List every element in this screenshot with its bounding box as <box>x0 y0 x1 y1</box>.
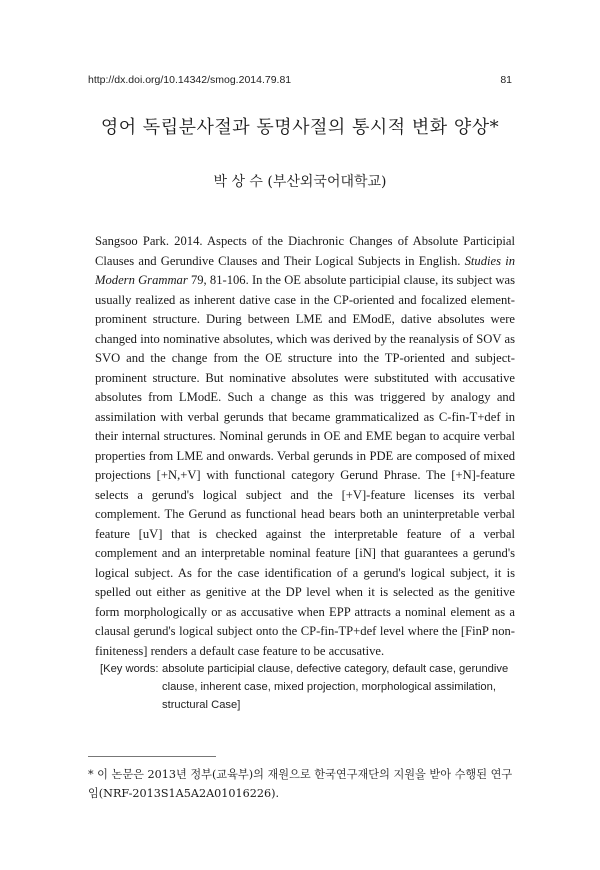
journal-name: Studies in Modern Grammar <box>95 253 515 287</box>
keywords-block <box>100 660 510 714</box>
doi-link[interactable]: http://dx.doi.org/10.14342/smog.2014.79.81 <box>88 74 292 86</box>
page-number: 81 <box>500 74 512 86</box>
keywords-text: absolute participial clause, defective category, default case, gerundive clause, inherent case, mixed projection, morphological assimilation, structural Case] <box>162 663 509 711</box>
keywords-label: [Key words: <box>100 663 159 675</box>
paper-title: 영어 독립분사절과 동명사절의 통시적 변화 양상* <box>100 117 500 138</box>
footnote: * 이 논문은 2013년 정부(교육부)의 재원으로 한국연구재단의 지원을 받아 수행된 연구임(NRF-2013S1A5A2A01016226). <box>88 768 513 800</box>
abstract-citation-end: 79, 81-106. <box>187 273 252 287</box>
footnote-divider <box>88 756 216 757</box>
abstract <box>95 232 515 661</box>
abstract-citation-start: Sangsoo Park. 2014. Aspects of the Diachronic Changes of Absolute Participial Clauses and Gerundive Clauses and Their Logical Subjects in English. <box>95 234 515 268</box>
author-line: 박 상 수 (부산외국어대학교) <box>213 174 387 190</box>
abstract-body: In the OE absolute participial clause, its subject was usually realized as inherent dative case in the CP-oriented and focalized element-prominent structure. During between LME and EModE, dative absolutes were changed into nominative absolutes, which was derived by the reanalysis of SOV as SVO and the change from the OE structure into the TP-oriented and subject-prominent structure. But nominative absolutes were substituted with accusative absolutes from LModE. Such a change as this was triggered by analogy and assimilation with verbal gerunds that became grammaticalized as C-fin-T+def in their internal structures. Nominal gerunds in OE and EME began to acquire verbal properties from LME and onwards. Verbal gerunds in PDE are composed of mixed projections [+N,+V] with functional category Gerund Phrase. The [+N]-feature selects a gerund's logical subject and the [+V]-feature licenses its verbal complement. The Gerund as functional head bears both an uninterpretable verbal feature [uV] that is checked against the interpretable feature of a verbal complement and an interpretable nominal feature [iN] that guarantees a gerund's logical subject. As for the case identification of a gerund's logical subject, it is spelled out either as genitive at the DP level when it is selected as the genitive form morphologically or as accusative when EPP attracts a nominal element as a clausal gerund's logical subject onto the CP-fin-TP+def level where the [FinP non-finiteness] renders a default case feature to be accusative. <box>95 273 515 658</box>
